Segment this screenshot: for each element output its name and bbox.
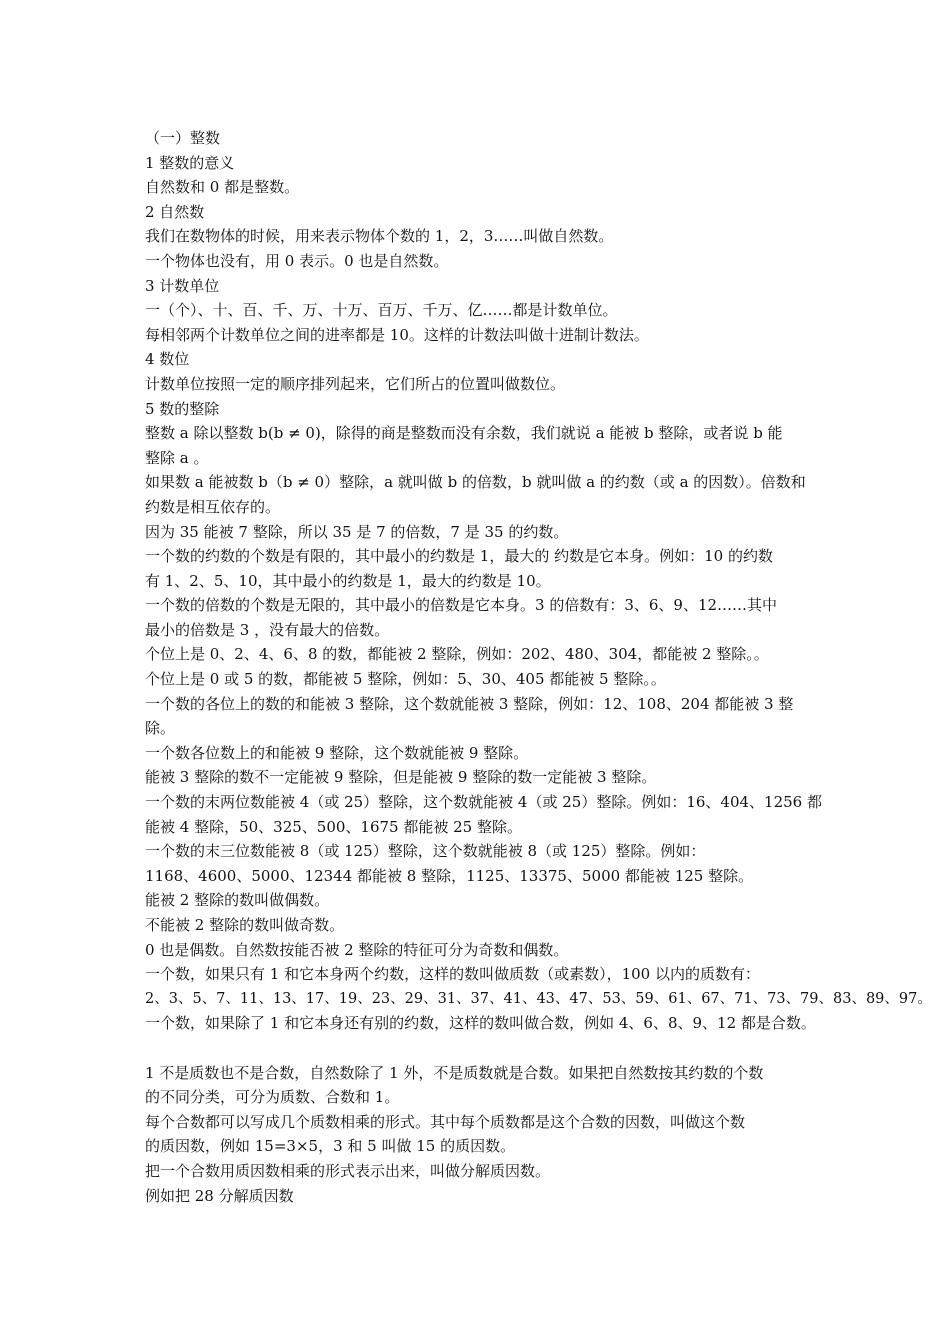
subheading: 2 自然数 <box>145 202 205 221</box>
text-line: 的不同分类，可分为质数、合数和 1。 <box>145 1088 400 1107</box>
text-line: 如果数 a 能被数 b（b ≠ 0）整除，a 就叫做 b 的倍数，b 就叫做 a 的约数（或 a 的因数）。倍数和 <box>145 473 806 492</box>
subheading: 4 数位 <box>145 350 190 369</box>
text-line: 2、3、5、7、11、13、17、19、23、29、31、37、41、43、47、53、59、61、67、71、73、79、83、89、97。 <box>145 990 932 1007</box>
text-line: 每个合数都可以写成几个质数相乘的形式。其中每个质数都是这个合数的因数，叫做这个数 <box>145 1112 746 1131</box>
text-line: 一个物体也没有，用 0 表示。0 也是自然数。 <box>145 251 449 270</box>
text-line: 一个数的各位上的数的和能被 3 整除，这个数就能被 3 整除，例如：12、108、204 都能被 3 整 <box>145 694 794 713</box>
document-body <box>145 126 932 1208</box>
text-line: 能被 2 整除的数叫做偶数。 <box>145 891 330 910</box>
text-line: 因为 35 能被 7 整除，所以 35 是 7 的倍数，7 是 35 的约数。 <box>145 522 569 541</box>
text-line: 个位上是 0、2、4、6、8 的数，都能被 2 整除，例如：202、480、304，都能被 2 整除。。 <box>145 645 769 664</box>
text-line: 有 1、2、5、10，其中最小的约数是 1，最大的约数是 10。 <box>145 571 551 590</box>
blank-line <box>145 1036 813 1061</box>
text-line: 1 不是质数也不是合数，自然数除了 1 外，不是质数就是合数。如果把自然数按其约数的个数 <box>145 1063 764 1082</box>
text-line: 能被 3 整除的数不一定能被 9 整除，但是能被 9 整除的数一定能被 3 整除。 <box>145 768 657 787</box>
text-line: 0 也是偶数。自然数按能否被 2 整除的特征可分为奇数和偶数。 <box>145 940 569 959</box>
text-line: 个位上是 0 或 5 的数，都能被 5 整除，例如：5、30、405 都能被 5 整除。。 <box>145 670 666 689</box>
text-line: 能被 4 整除，50、325、500、1675 都能被 25 整除。 <box>145 817 522 836</box>
text-line: 计数单位按照一定的顺序排列起来，它们所占的位置叫做数位。 <box>145 374 566 393</box>
text-line: 一个数，如果除了 1 和它本身还有别的约数，这样的数叫做合数，例如 4、6、8、9、12 都是合数。 <box>145 1014 816 1033</box>
text-line: 自然数和 0 都是整数。 <box>145 178 300 197</box>
section-heading: （一）整数 <box>145 129 221 147</box>
text-line: 整除 a 。 <box>145 448 209 467</box>
text-line: 每相邻两个计数单位之间的进率都是 10。这样的计数法叫做十进制计数法。 <box>145 325 649 344</box>
text-line: 一个数的倍数的个数是无限的，其中最小的倍数是它本身。3 的倍数有：3、6、9、12……其中 <box>145 596 778 615</box>
text-line: 的质因数，例如 15=3×5，3 和 5 叫做 15 的质因数。 <box>145 1137 516 1156</box>
text-line: 不能被 2 整除的数叫做奇数。 <box>145 916 345 934</box>
text-line: 一（个）、十、百、千、万、十万、百万、千万、亿……都是计数单位。 <box>145 301 618 320</box>
subheading: 5 数的整除 <box>145 399 220 418</box>
text-line: 一个数的末两位数能被 4（或 25）整除，这个数就能被 4（或 25）整除。例如：16、404、1256 都 <box>145 793 822 812</box>
text-line: 把一个合数用质因数相乘的形式表示出来，叫做分解质因数。 <box>145 1161 551 1180</box>
text-line: 除。 <box>145 719 176 738</box>
text-line: 我们在数物体的时候，用来表示物体个数的 1，2，3……叫做自然数。 <box>145 227 614 246</box>
subheading: 1 整数的意义 <box>145 153 235 172</box>
text-line: 整数 a 除以整数 b(b ≠ 0)，除得的商是整数而没有余数，我们就说 a 能被 b 整除，或者说 b 能 <box>145 424 783 443</box>
subheading: 3 计数单位 <box>145 276 220 295</box>
text-line: 约数是相互依存的。 <box>145 497 281 516</box>
text-line: 一个数各位数上的和能被 9 整除，这个数就能被 9 整除。 <box>145 743 529 762</box>
text-line: 一个数的末三位数能被 8（或 125）整除，这个数就能被 8（或 125）整除。例如： <box>145 842 706 861</box>
text-line: 一个数，如果只有 1 和它本身两个约数，这样的数叫做质数（或素数），100 以内的质数有： <box>145 965 760 984</box>
text-line: 1168、4600、5000、12344 都能被 8 整除，1125、13375、5000 都能被 125 整除。 <box>145 866 754 885</box>
text-line: 一个数的约数的个数是有限的，其中最小的约数是 1，最大的 约数是它本身。例如：10 的约数 <box>145 547 773 566</box>
text-line: 最小的倍数是 3 ，没有最大的倍数。 <box>145 620 390 639</box>
text-line: 例如把 28 分解质因数 <box>145 1186 294 1205</box>
